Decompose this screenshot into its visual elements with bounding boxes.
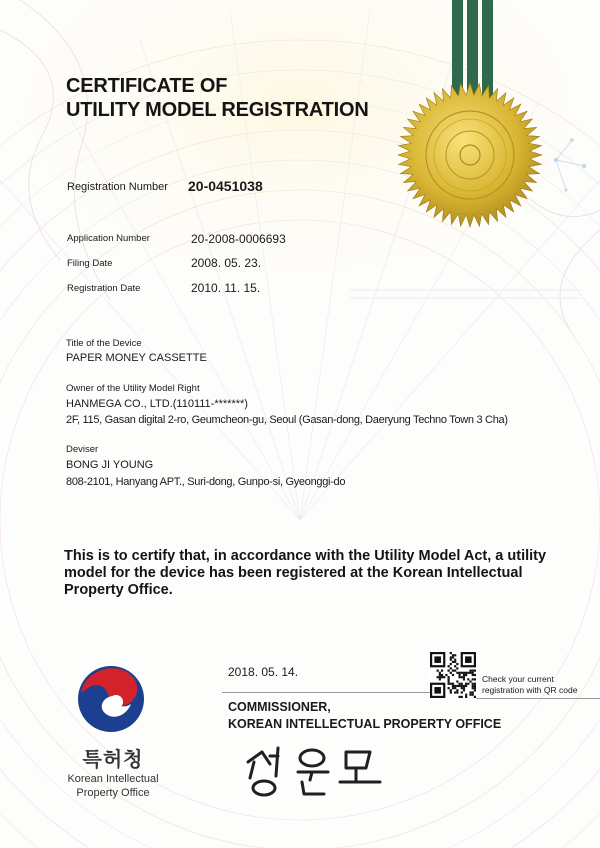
gold-seal-icon: [397, 82, 543, 228]
registration-number-value: 20-0451038: [188, 178, 263, 194]
kipo-english-name: [50, 772, 176, 800]
commissioner-office: KOREAN INTELLECTUAL PROPERTY OFFICE: [228, 717, 502, 731]
kipo-logo-icon: [76, 664, 146, 734]
owner-address: 2F, 115, Gasan digital 2-ro, Geumcheon-gu, Seoul (Gasan-dong, Daeryung Techno Town 3 Cha): [66, 414, 508, 426]
qr-note-line: registration with QR code: [482, 685, 578, 695]
application-number-label: Application Number: [67, 233, 150, 244]
issue-date: 2018. 05. 14.: [228, 665, 299, 679]
filing-date-value: 2008. 05. 23.: [191, 256, 262, 270]
certification-line: This is to certify that, in accordance with the Utility Model Act, a utility: [64, 548, 547, 564]
kipo-korean-name: 특허청: [82, 749, 144, 771]
registration-date-label: Registration Date: [67, 283, 141, 294]
certificate-title-line1: CERTIFICATE OF: [66, 75, 228, 97]
qr-note: [482, 674, 577, 696]
application-number-value: 20-2008-0006693: [191, 232, 286, 246]
owner-name: HANMEGA CO., LTD.(110111-*******): [66, 398, 248, 410]
kipo-name-line: Korean Intellectual: [67, 773, 159, 785]
certification-statement: [64, 548, 564, 599]
certificate-title: [66, 74, 369, 122]
commissioner-title: COMMISSIONER,: [228, 700, 331, 714]
registration-number-label: Registration Number: [67, 181, 168, 193]
qr-code-icon[interactable]: [430, 652, 476, 698]
device-title-value: PAPER MONEY CASSETTE: [66, 352, 207, 364]
commissioner-signature: [240, 742, 390, 802]
deviser-address: 808-2101, Hanyang APT., Suri-dong, Gunpo-si, Gyeonggi-do: [66, 476, 346, 488]
certification-line: model for the device has been registered at the Korean Intellectual: [64, 565, 523, 581]
registration-date-value: 2010. 11. 15.: [191, 281, 261, 295]
owner-label: Owner of the Utility Model Right: [66, 383, 200, 394]
filing-date-label: Filing Date: [67, 258, 113, 269]
footer-divider: [222, 692, 430, 693]
certification-line: Property Office.: [64, 582, 173, 598]
deviser-label: Deviser: [66, 444, 99, 455]
deviser-name: BONG JI YOUNG: [66, 459, 154, 471]
qr-note-line: Check your current: [482, 674, 554, 684]
certificate-title-line2: UTILITY MODEL REGISTRATION: [66, 99, 369, 121]
kipo-name-line: Property Office: [76, 787, 150, 799]
device-title-label: Title of the Device: [66, 338, 142, 349]
commissioner-block: [228, 699, 501, 733]
